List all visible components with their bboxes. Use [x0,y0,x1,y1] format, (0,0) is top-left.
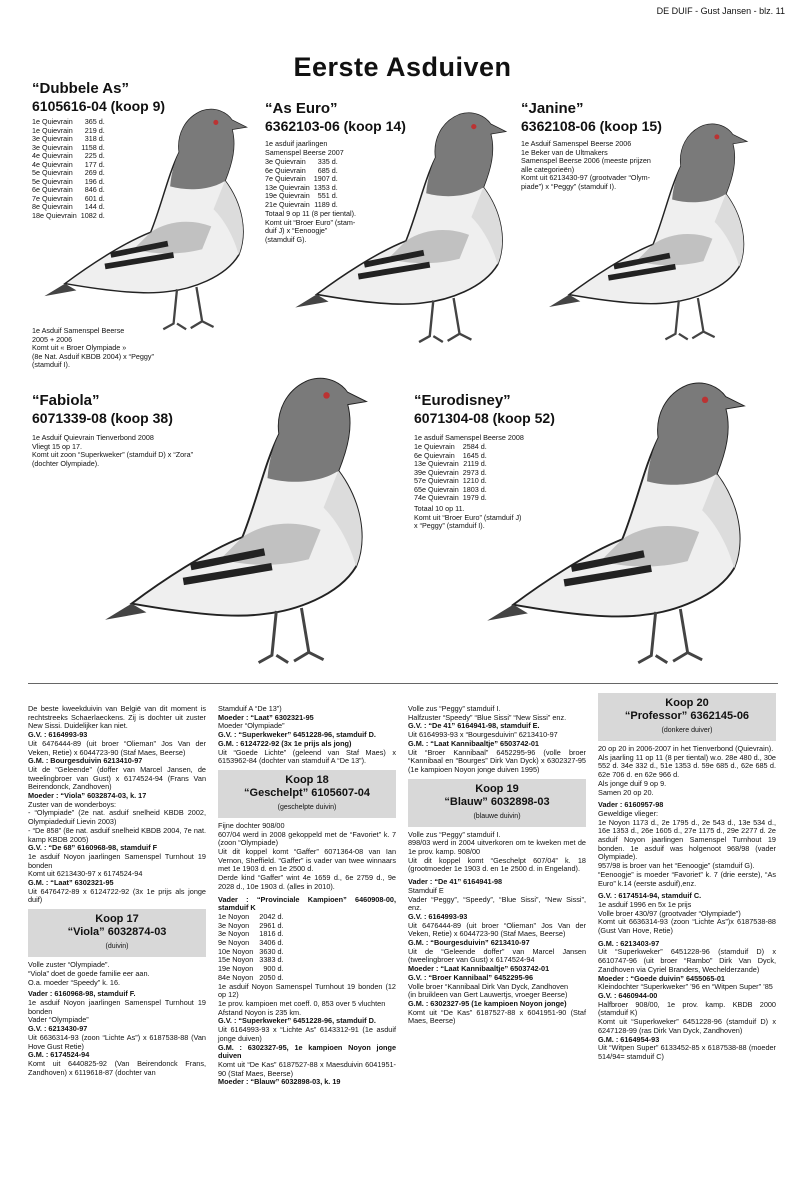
gv-label: G.V. : 6174514-94, stamduif C. [598,891,702,901]
vader-label: Vader : 6160968-98, stamduif F. [28,989,136,999]
note-line: Samenspel Beerse 2006 (meeste prijzen [521,156,651,166]
moeder-text: Kleindochter “Superkweker” ’96 en “Witpen Super” ’85 [598,982,773,992]
after-text: Volle zuster “Olympiade”. “Viola” doet de goede familie eer aan. O.a. moeder “Speedy” k. 16. [28,960,150,987]
moeder-label: Moeder : “Laat” 6302321-95 [218,712,314,722]
pigeon-ring-dubbele-as: 6105616-04 (koop 9) [32,98,166,114]
scores-table [218,913,284,983]
gm-label: G.M. : Bourgesduivin 6213410-97 [28,756,143,766]
note-line: piade”) x “Peggy” (stamduif I). [521,181,617,191]
gv-label: G.V. : 6164993-93 [408,911,468,921]
result-distance: 144 d. [84,202,105,211]
koop-18-box [218,770,396,818]
result-distance: 1353 d. [313,182,338,192]
gm-text: Komt uit “De Kas” 6187527-88 x Maesduivin 6041951-90 (Staf Maes, Beerse) [218,1059,396,1078]
vader-label: Vader : “Provinciale Kampioen” 6460908-00, stamduif K [218,894,396,913]
result-race: 6e Quievrain [32,185,73,194]
koop-sub: (blauwe duivin) [473,812,521,820]
koop-sub: (duivin) [105,943,129,951]
pigeon-photo-eurodisney [470,365,760,670]
result-race: 5e Quievrain [32,168,73,177]
score-distance: 2961 d. [259,920,284,930]
koop-name: “Geschelpt” 6105607-04 [244,786,370,799]
result-race: 1e Quievrain [32,125,73,135]
result-race: 19e Quievrain [265,191,310,200]
gm-text: Uit de “Geleende” (doffer van Marcel Jansen, de tweelingbroer van Gust) x 6174524-94 (Frans Van Beirendonck, Zandhoven) [28,764,206,792]
koop-number: Koop 19 [475,782,519,795]
gv-label: G.V. : “De 41” 6164941-98, stamduif E. [408,721,540,731]
gm-text: Komt uit “De Kas” 6187527-88 x 6041951-90 (Staf Maes, Beerse) [408,1007,586,1026]
result-race: 6e Quievrain [414,450,455,460]
gv-text: Uit 6164993-93 x “Bourgesduivin” 6213410-97 [408,730,558,740]
koop-sub: (donkere duiver) [661,727,713,734]
koop-number: Koop 17 [95,913,139,926]
result-distance: 551 d. [317,191,338,200]
note-line: 2005 + 2006 [32,334,73,344]
result-distance: 196 d. [84,176,105,186]
note-line: 1e asduif Samenspel Beerse 2008 [414,433,524,442]
gv-label: G.V. : 6164993-93 [28,730,88,740]
result-race: 21e Quievrain [265,199,310,209]
note-line: (stamduif I). [32,360,70,370]
result-distance: 2973 d. [462,467,487,477]
result-distance: 225 d. [84,151,105,160]
gv-text: Uit 6476444-89 (uit broer “Olieman” Jos Van der Veken, Retie) x 6044723-90 (Staf Maes, Beerse) [28,738,206,757]
pigeon-ring-as-euro: 6362103-06 (koop 14) [265,118,406,134]
note-line: 1e asduif jaarlingen [265,139,328,148]
note-line: x “Peggy” (stamduif I). [414,521,485,531]
gv-text: Uit 6164993-93 x “Lichte As” 6143312-91 (1e asduif jonge duiven) [218,1025,396,1043]
result-race: 74e Quievrain [414,493,459,502]
note-line: alle categorieën) [521,164,575,174]
gv-label: G.V. : “Superkweker” 6451228-96, stamduif D. [218,730,376,740]
result-distance: 601 d. [84,193,105,203]
note-line: 1e Asduif Samenspel Beerse 2006 [521,139,632,148]
gm-text: Komt uit 6440825-92 (Van Beirendonck Frans, Zandhoven) x 6119618-87 (dochter van [28,1058,206,1077]
koop-sub: (geschelpte duivin) [277,803,337,811]
gv-text: 1e asduif Noyon jaarlingen Samenspel Turnhout 19 bonden Komt uit 6213430-97 x 6174524-94 [28,851,206,879]
note-line: Komt uit “Broer Euro” (stamduif J) [414,512,522,522]
note-line: (stamduif G). [265,234,307,244]
gv-label: G.V. : “Superkweker” 6451228-96, stamduif D. [218,1016,376,1026]
koop-number: Koop 18 [285,773,329,786]
gm-label: G.M. : 6302327-95 (1e kampioen Noyon jonge) [408,998,567,1008]
gm-label: G.M. : “Laat Kannibaaltje” 6503742-01 [408,738,539,748]
gv-label: G.V. : “Broer Kannibaal” 6452295-96 [408,972,534,982]
result-distance: 2584 d. [462,442,487,451]
note-line: Totaal 10 op 11. [414,504,465,513]
koop-17-box [28,909,206,957]
vader-label: Vader : “De 41” 6164941-98 [408,877,503,887]
article-col-3 [408,705,586,1026]
pigeon-photo-as-euro [275,98,525,348]
result-distance: 1189 d. [314,199,338,209]
article-col-1 [28,705,206,1077]
gv-label: G.V. : 6213430-97 [28,1024,88,1034]
score-race: 3e Noyon [218,929,250,939]
note-line: (8e Nat. Asduif KBDB 2004) x “Peggy” [32,351,154,361]
koop-19-box [408,779,586,827]
score-distance: 900 d. [263,964,284,974]
page-header: DE DUIF - Gust Jansen - blz. 11 [656,6,785,16]
result-race: 39e Quievrain [414,467,459,477]
koop-name: “Professor” 6362145-06 [624,710,750,722]
article-col-4 [598,693,776,1062]
gm-text: Uit “Superkweker” 6451228-96 (stamduif D) x 6610747-96 (uit broer “Rambo” Dirk Van Dyck, Zandhoven via Cyriel Branders, Wechelderzande) [598,947,776,974]
result-distance: 335 d. [317,157,338,166]
result-race: 13e Quievrain [265,182,310,192]
note-line: 1e Asduif Samenspel Beerse [32,326,125,335]
result-distance: 1082 d. [80,210,105,220]
gm-text: Uit “Goede Lichte” (geleend van Staf Maes) x 6153962-84 (dochter van stamduif A “De 13”). [218,747,396,766]
pigeon-photo-janine [525,110,770,345]
result-race: 1e Quievrain [32,117,73,126]
pigeon-name-fabiola: “Fabiola” [32,392,100,409]
vader-text: Stamduif E Vader “Peggy”, “Speedy”, “Blue Sissi”, “New Sissi”, enz. [408,885,586,913]
note-line: duif J) x “Eenoogje” [265,226,328,236]
gm-label: G.M. : 6124722-92 (3x 1e prijs als jong) [218,738,352,748]
result-race: 7e Quievrain [265,174,306,183]
result-distance: 1210 d. [462,476,487,485]
result-distance: 2119 d. [463,459,487,468]
pigeon-name-as-euro: “As Euro” [265,100,338,117]
gv-label: G.V. : 6460944-00 [598,990,658,1000]
note-line: Komt uit “Broer Euro” (stam- [265,217,356,227]
score-distance: 2042 d. [259,911,284,921]
pigeon-name-dubbele-as: “Dubbele As” [32,80,129,97]
koop-number: Koop 20 [665,697,709,709]
result-race: 1e Quievrain [414,442,455,451]
note-line: Komt uit zoon “Superkweker” (stamduif D) x “Zora” [32,450,193,460]
note-line: Komt uit 6213430-97 (grootvader “Olym- [521,173,651,183]
gm-label: G.M. : 6213403-97 [598,938,660,948]
result-race: 4e Quievrain [32,151,73,160]
result-race: 4e Quievrain [32,159,73,169]
moeder-label: Moeder : “Goede duivin” 6455065-01 [598,973,725,983]
result-distance: 1158 d. [81,142,105,152]
vader-label: Vader : 6160957-98 [598,800,664,810]
result-distance: 846 d. [84,185,105,194]
result-race: 8e Quievrain [32,202,73,211]
note-line: Totaal 9 op 11 (8 per tiental). [265,209,356,218]
score-race: 10e Noyon [218,946,254,956]
koop-name: “Viola” 6032874-03 [67,926,167,939]
koop-19-text: Volle zus “Peggy” stamduif I. 898/03 werd in 2004 uitverkoren om te kweken met de 1e prov. kamp. 908/00 Uit dit koppel komt “Geschelpt 607/04” k. 18 (grootmoeder 1e 1903 d. en 1e 2500 d. in Engeland). [408,829,586,874]
result-race: 6e Quievrain [265,165,306,175]
note-line: Komt uit « Broer Olympiade » [32,343,127,353]
result-race: 18e Quievrain [32,210,77,220]
moeder-label: Moeder : “Viola” 6032874-03, k. 17 [28,791,147,801]
result-distance: 219 d. [84,125,105,135]
result-race: 3e Quievrain [32,142,73,152]
gm-text: Uit “Witpen Super” 6133452-85 x 6187538-88 (moeder 514/94= stamduif C) [598,1043,776,1061]
gm-text: Uit de “Geleende doffer” van Marcel Jansen (tweelingbroer van Gust) x 6174524-94 [408,946,586,965]
score-race: 9e Noyon [218,938,250,948]
moeder-text: Moeder “Olympiade” [218,721,285,731]
scores-text: 1e asduif Noyon Samenspel Turnhout 19 bonden (12 op 12) 1e prov. kampioen met coeff. 0, 853 over 5 vluchten Afstand Noyon is 235 km. [218,981,396,1017]
gv-text: Halfbroer 908/00, 1e prov. kamp. KBDB 2000 (stamduif K) Komt uit “Superkweker” 6451228-96 (stamduif D) x 6247128-99 (ras Dirk Van Dyck, Zandhoven) [598,999,776,1035]
pigeon-name-eurodisney: “Eurodisney” [414,392,511,409]
page-title: Eerste Asduiven [293,52,512,82]
gv-text: Uit 6636314-93 (zoon “Lichte As”) x 6187538-88 (Van Hove Gust Retie) [28,1032,206,1051]
vader-text: 1e asduif Noyon jaarlingen Samenspel Turnhout 19 bonden Vader “Olympiade” [28,997,206,1025]
pigeon-photo-dubbele-as [30,95,260,335]
gm-label: G.M. : “Laat” 6302321-95 [28,878,114,888]
koop-20-text: 20 op 20 in 2006-2007 in het Tienverbond (Quievrain). Als jaarling 11 op 11 (8 per tiental) w.o. 28e 480 d., 30e 552 d. 34e 332 d., 51e 1353 d. 59e 685 d., 62e 685 d. 62e 706 d. en 62e 966 d. Als jonge duif 9 op 9. Samen 20 op 20. [598,744,776,797]
article-col-2 [218,705,396,1087]
score-distance: 3383 d. [259,955,284,965]
gv-text: 1e asduif 1996 en 5x 1e prijs Volle broer 430/97 (grootvader “Olympiade”) Komt uit 6636314-93 (zoon “Lichte As”)x 6187538-88 (Gust Van Hove, Retie) [598,899,776,936]
gm-label: G.M. : 6174524-94 [28,1050,90,1060]
note-line: 1e Asduif Quievrain Tienverbond 2008 [32,433,154,442]
result-distance: 1803 d. [462,484,487,494]
vader-text: Geweldige vlieger: 1e Noyon 1173 d., 2e 1795 d., 2e 543 d., 13e 534 d., 16e 1353 d., 26e 1605 d., 27e 1175 d., 29e 2277 d. 2e asduif Noyon jaarlingen Samenspel Turnhout 19 bonden. 1e asduif was holgenoot 968/98 (vader Olympiade). 957/98 is broer van het “Eenoogje” (stamduif G). “Eenoogje” is moeder “Favoriet” k. 7 (drie eerste), “As Euro” k.14 (eerste asduif),enz. [598,808,776,888]
gm-label: G.M. : “Bourgesduivin” 6213410-97 [408,938,530,948]
score-race: 19e Noyon [218,964,254,974]
divider [28,683,778,684]
note-line: Vliegt 15 op 17. [32,441,82,451]
gv-text: Uit 6476444-89 (uit broer “Olieman” Jos Van der Veken, Retie) x 6044723-90 (Staf Maes, Beerse) [408,920,586,939]
pigeon-name-janine: “Janine” [521,100,584,117]
score-distance: 3406 d. [259,938,284,948]
result-distance: 177 d. [84,159,105,169]
score-race: 15e Noyon [218,955,254,965]
top-text: Stamduif A “De 13”) [218,704,282,713]
gm-label: G.M. : 6164954-93 [598,1034,660,1044]
score-race: 84e Noyon [218,972,254,982]
gm-text: Uit “Broer Kannibaal” 6452295-96 (volle broer “Kannibaal en “Bourges” Dirk Van Dyck) x 6302327-95 (1e kampioen Noyon jonge duiven 1995) [408,747,586,774]
score-race: 1e Noyon [218,911,250,921]
result-race: 5e Quievrain [32,176,73,186]
result-distance: 1907 d. [313,174,338,183]
result-race: 13e Quievrain [414,459,459,468]
result-distance: 365 d. [84,117,105,126]
note-line: Samenspel Beerse 2007 [265,147,344,157]
result-distance: 318 d. [84,134,105,143]
pigeon-ring-fabiola: 6071339-08 (koop 38) [32,410,173,426]
result-race: 65e Quievrain [414,484,459,494]
gv-label: G.V. : “De 68” 6160968-98, stamduif F [28,843,158,853]
score-race: 3e Noyon [218,920,250,930]
koop-20-box [598,693,776,741]
pigeon-photo-fabiola [90,360,380,670]
result-distance: 269 d. [84,168,105,177]
result-race: 7e Quievrain [32,193,73,203]
koop-18-text: Fijne dochter 908/00 607/04 werd in 2008 gekoppeld met de “Favoriet” k. 7 (zoon “Olympiade) Uit dit koppel komt “Gaffer” 6071364-08 van Ian Vernon, Sheffield. “Gaffer” is vader van twee winnaars met 1e 1903 d. en 1e 2500 d. Derde kind “Gaffer” wint 4e 1659 d., 6e 2759 d., 9e 2028 d., 10e 1903 d. (alles in 2010). [218,820,396,891]
note-line: 1e Beker van de Ultmakers [521,147,608,157]
pigeon-ring-janine: 6362108-06 (koop 15) [521,118,662,134]
moeder-label: Moeder : “Laat Kannibaaltje” 6503742-01 [408,964,550,974]
note-line: (dochter Olympiade). [32,458,100,468]
result-race: 57e Quievrain [414,476,459,485]
pigeon-ring-eurodisney: 6071304-08 (koop 52) [414,410,555,426]
gv-text: Volle broer “Kannibaal Dirk Van Dyck, Zandhoven (in bruikleen van Gert Lauwertjs, vroeger Beerse) [408,981,569,1000]
score-distance: 3630 d. [259,946,284,956]
result-distance: 1645 d. [462,450,487,460]
result-distance: 685 d. [317,165,338,175]
result-race: 3e Quievrain [265,157,306,166]
moeder-text: Zuster van de wonderboys: - “Olympiade” (2e nat. asduif snelheid KBDB 2002, Olympiadeduif Lievin 2003) - “De 858” (8e nat. asduif snelheid KBDB 2004, 7e nat. kamp KBDB 2005) [28,799,206,844]
gm-text: Uit 6476472-89 x 6124722-92 (3x 1e prijs als jonge duif) [28,886,206,905]
result-race: 3e Quievrain [32,134,73,143]
gm-label: G.M. : 6302327-95, 1e kampioen Noyon jonge duiven [218,1042,396,1061]
koop-name: “Blauw” 6032898-03 [444,795,550,808]
moeder-label: Moeder : “Blauw” 6032898-03, k. 19 [218,1077,341,1087]
score-distance: 1816 d. [259,929,284,939]
top-text: Volle zus “Peggy” stamduif I. Halfzuster “Speedy” “Blue Sissi” “New Sissi” enz. [408,704,567,722]
score-distance: 2050 d. [259,972,284,982]
intro-text: De beste kweekduivin van België van dit moment is rechtstreeks Schaerlaeckens. Zij is dochter uit zuster New Sissi. Duidelijker kan niet. [28,704,206,731]
result-distance: 1979 d. [462,493,487,502]
